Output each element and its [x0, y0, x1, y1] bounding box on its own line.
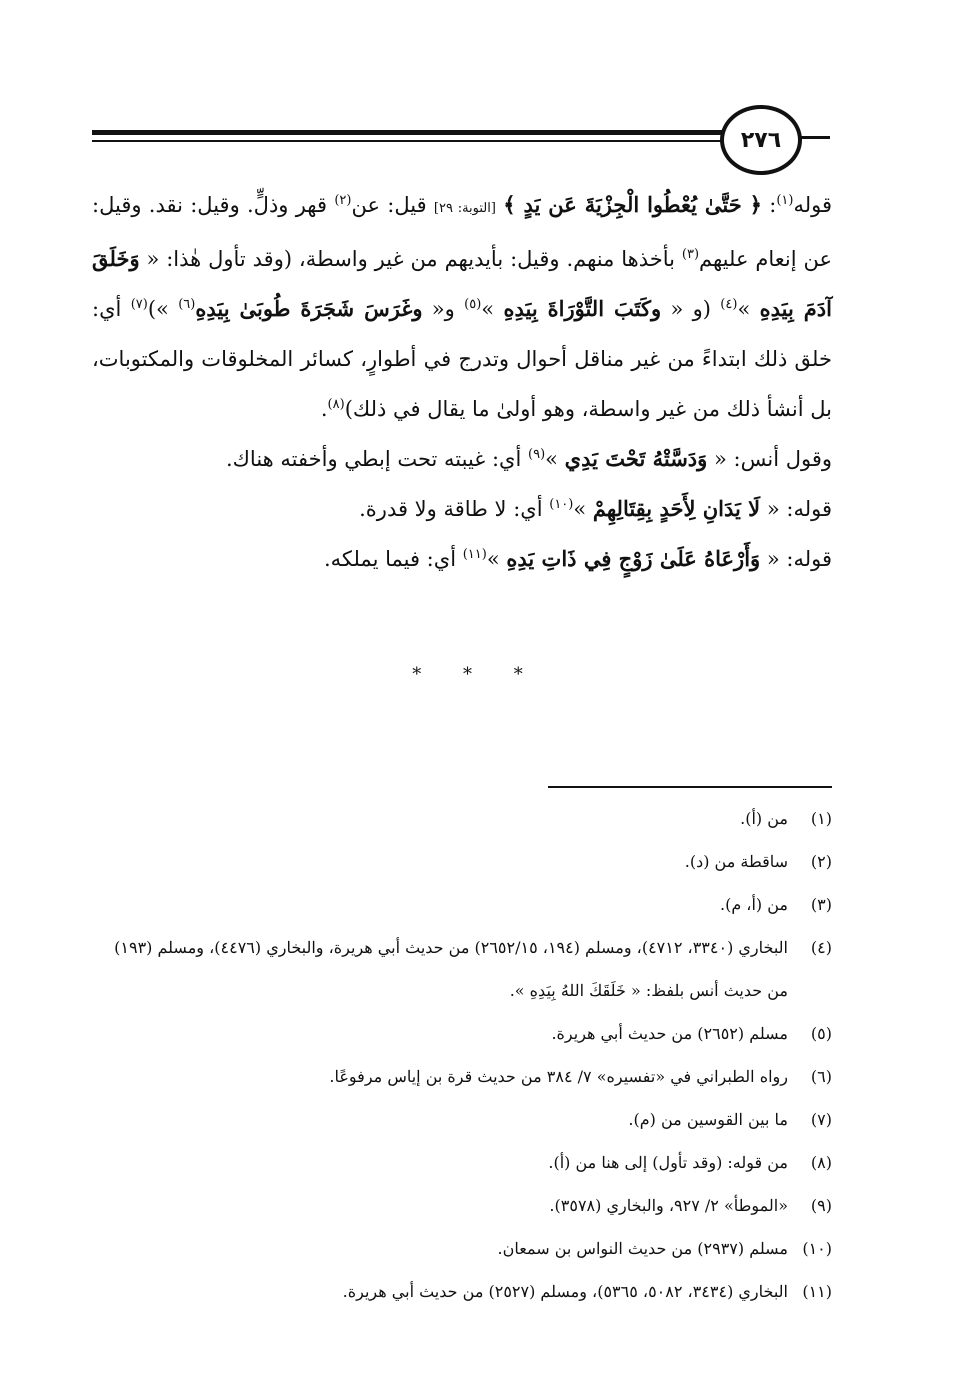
- footnote: [92, 883, 832, 926]
- text-run: (و «: [661, 297, 721, 321]
- text-run: أي: فيما يملكه.: [323, 547, 463, 571]
- footnote-text: «الموطأ» ٢/ ٩٢٧، والبخاري (٣٥٧٨).: [549, 1196, 788, 1215]
- text-run: و«: [422, 297, 465, 321]
- page-number: ٢٧٦: [740, 127, 782, 153]
- hadith-quote: وكَتَبَ التَّوْرَاةَ بِيَدِهِ: [503, 296, 662, 321]
- text-run: وقول أنس: «: [707, 447, 832, 471]
- text-run: أي: غيبته تحت إبطي وأخفته هناك.: [225, 447, 528, 471]
- footnote: [92, 840, 832, 883]
- footnote-text: البخاري (٣٣٤٠، ٤٧١٢)، ومسلم (١٩٤، ٢٦٥٢/١٥) من حديث أبي هريرة، والبخاري (٤٤٧٦)، ومسلم (١٩٣) من حديث أنس بلفظ: « خَلَقَكَ اللهُ بِيَدِهِ ».: [114, 938, 788, 1000]
- footnote-number: (٦): [810, 1067, 832, 1086]
- footnote: [92, 1012, 832, 1055]
- footnote: [92, 926, 832, 1012]
- text-run: قوله: «: [760, 547, 832, 571]
- footnote-number: (٥): [810, 1024, 832, 1043]
- footnote-number: (٣): [810, 895, 832, 914]
- footnote-number: (٨): [810, 1153, 832, 1172]
- footnote: [92, 1270, 832, 1313]
- footnote-text: من (أ).: [740, 809, 788, 828]
- footnote-text: من (أ، م).: [719, 895, 788, 914]
- text-run: قوله: [793, 193, 832, 217]
- header-rule-right: [800, 136, 830, 139]
- footnote-number: (١١): [802, 1282, 832, 1301]
- footnote-marker: (٢): [334, 193, 352, 208]
- footnotes-list: [92, 797, 832, 1313]
- footnote-text: ساقطة من (د).: [684, 852, 788, 871]
- text-run: »: [486, 547, 507, 571]
- footnote-marker: (١١): [462, 547, 487, 562]
- footnote-marker: (٨): [327, 397, 345, 412]
- footnote-number: (١): [810, 809, 832, 828]
- footnote-marker: (٧): [130, 297, 148, 312]
- paragraph-4: [92, 534, 832, 584]
- text-run: بأخذها منهم. وقيل: بأيديهم من غير واسطة، (وقد تأول هٰذا: «: [139, 247, 682, 271]
- footnote: [92, 1184, 832, 1227]
- footnote: [92, 1098, 832, 1141]
- footnote-text: ما بين القوسين من (م).: [628, 1110, 788, 1129]
- section-separator: * * *: [412, 664, 541, 685]
- page-number-badge: [720, 105, 802, 175]
- footnote-marker: (١): [776, 193, 794, 208]
- text-run: قهر وذلٍّ. وقيل: نقد. وقيل: عن إنعام عليهم: [92, 193, 832, 271]
- hadith-quote: لَا يَدَانِ لِأَحَدٍ بِقِتَالِهِمْ: [592, 496, 761, 521]
- footnote-number: (٢): [810, 852, 832, 871]
- footnote-number: (٩): [810, 1196, 832, 1215]
- header-rule-thick: [92, 130, 722, 135]
- header-rule-thin: [92, 140, 722, 142]
- paragraph-3: [92, 484, 832, 534]
- text-run: »: [737, 297, 760, 321]
- footnote-text: البخاري (٣٤٣٤، ٥٠٨٢، ٥٣٦٥)، ومسلم (٢٥٢٧) من حديث أبي هريرة.: [342, 1282, 788, 1301]
- page-header: [0, 0, 953, 200]
- footnote-text: من قوله: (وقد تأول) إلى هنا من (أ).: [548, 1153, 788, 1172]
- footnote: [92, 1055, 832, 1098]
- text-run: »: [545, 447, 565, 471]
- text-run: أي: لا طاقة ولا قدرة.: [359, 497, 550, 521]
- hadith-quote: وغَرَسَ شَجَرَةَ طُوبَىٰ بِيَدِهِ: [195, 296, 423, 321]
- hadith-quote: وَدَسَّتْهُ تَحْتَ يَدِي: [564, 446, 708, 471]
- text-run: أي: خلق ذلك ابتداءً من غير مناقل أحوال وتدرج في أطوارٍ، كسائر المخلوقات والمكتوبات، بل أنشأ ذلك من غير واسطة، وهو أولىٰ ما يقال في ذلك): [92, 297, 832, 421]
- paragraph-2: [92, 434, 832, 484]
- footnote-number: (٤): [810, 938, 832, 957]
- text-run: قوله: «: [760, 497, 832, 521]
- text-run: »: [573, 497, 593, 521]
- footnote-text: مسلم (٢٦٥٢) من حديث أبي هريرة.: [551, 1024, 788, 1043]
- footnote-marker: (٦): [178, 297, 196, 312]
- footnote-marker: (١٠): [549, 497, 574, 512]
- footnote-marker: (٣): [681, 247, 700, 262]
- text-run: »: [481, 297, 504, 321]
- hadith-quote: وَخَلَقَ آدَمَ بِيَدِهِ: [92, 246, 832, 321]
- footnote-text: رواه الطبراني في «تفسيره» ٧/ ٣٨٤ من حديث قرة بن إياس مرفوعًا.: [329, 1067, 788, 1086]
- text-run: »): [147, 297, 179, 321]
- footnote: [92, 797, 832, 840]
- footnote-divider: [548, 786, 832, 788]
- hadith-quote: وَأَرْعَاهُ عَلَىٰ زَوْجٍ فِي ذَاتِ يَدِهِ: [506, 546, 761, 571]
- text-run: .: [320, 397, 328, 421]
- paragraph-1: [92, 180, 832, 434]
- footnote-number: (٧): [810, 1110, 832, 1129]
- footnote-marker: (٩): [528, 447, 546, 462]
- verse-reference: [التوبة: ٢٩]: [433, 201, 496, 216]
- footnote: [92, 1227, 832, 1270]
- text-run: :: [761, 193, 777, 217]
- footnote-number: (١٠): [802, 1239, 832, 1258]
- body-text: [92, 180, 832, 584]
- footnote-text: مسلم (٢٩٣٧) من حديث النواس بن سمعان.: [497, 1239, 788, 1258]
- text-run: قيل: عن: [351, 193, 434, 217]
- footnote-marker: (٤): [720, 297, 738, 312]
- footnote-marker: (٥): [464, 297, 482, 312]
- footnote: [92, 1141, 832, 1184]
- quran-verse: ﴿ حَتَّىٰ يُعْطُوا الْجِزْيَةَ عَن يَدٍ ﴾: [503, 192, 762, 217]
